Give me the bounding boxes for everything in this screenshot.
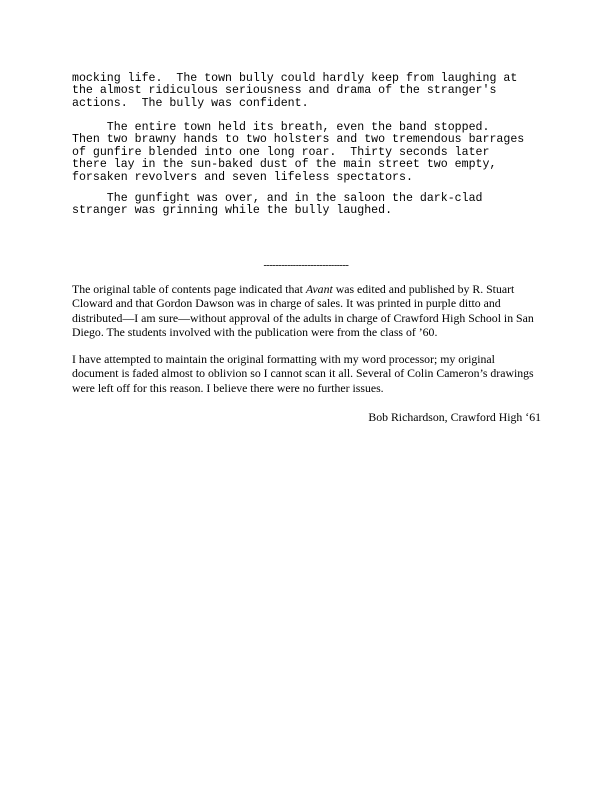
editor-note-paragraph: I have attempted to maintain the original formatting with my word processor; my original document is faded almost to oblivion so I cannot scan it all. Several of Colin Cameron’s drawings were left off for this reason. I believe there were no further issues. [72, 352, 534, 395]
author-signature: Bob Richardson, Crawford High ‘61 [368, 410, 541, 424]
section-separator: ----------------------------- [263, 260, 349, 271]
story-paragraph: The gunfight was over, and in the saloon the dark-clad stranger was grinning while the bully laughed. [72, 192, 483, 218]
story-paragraph: mocking life. The town bully could hardly keep from laughing at the almost ridiculous seriousness and drama of the stranger's actions. The bully was confident. [72, 72, 518, 110]
story-paragraph: The entire town held its breath, even the band stopped. Then two brawny hands to two holsters and two tremendous barrages of gunfire blended into one long roar. Thirty seconds later there lay in the sun-baked dust of the main street two empty, forsaken revolvers and seven lifeless spectators. [72, 121, 525, 184]
publication-title: Avant [305, 282, 333, 296]
editor-note-paragraph [72, 282, 542, 340]
note-text: was edited and published by R. Stuart Cloward and that Gordon Dawson was in charge of sales. It was printed in purple ditto and distributed—I am sure—without approval of the adults in charge of Crawford High School in San Diego. The students involved with the publication were from the class of ’60. [72, 282, 534, 340]
note-text: The original table of contents page indicated that [72, 282, 306, 296]
